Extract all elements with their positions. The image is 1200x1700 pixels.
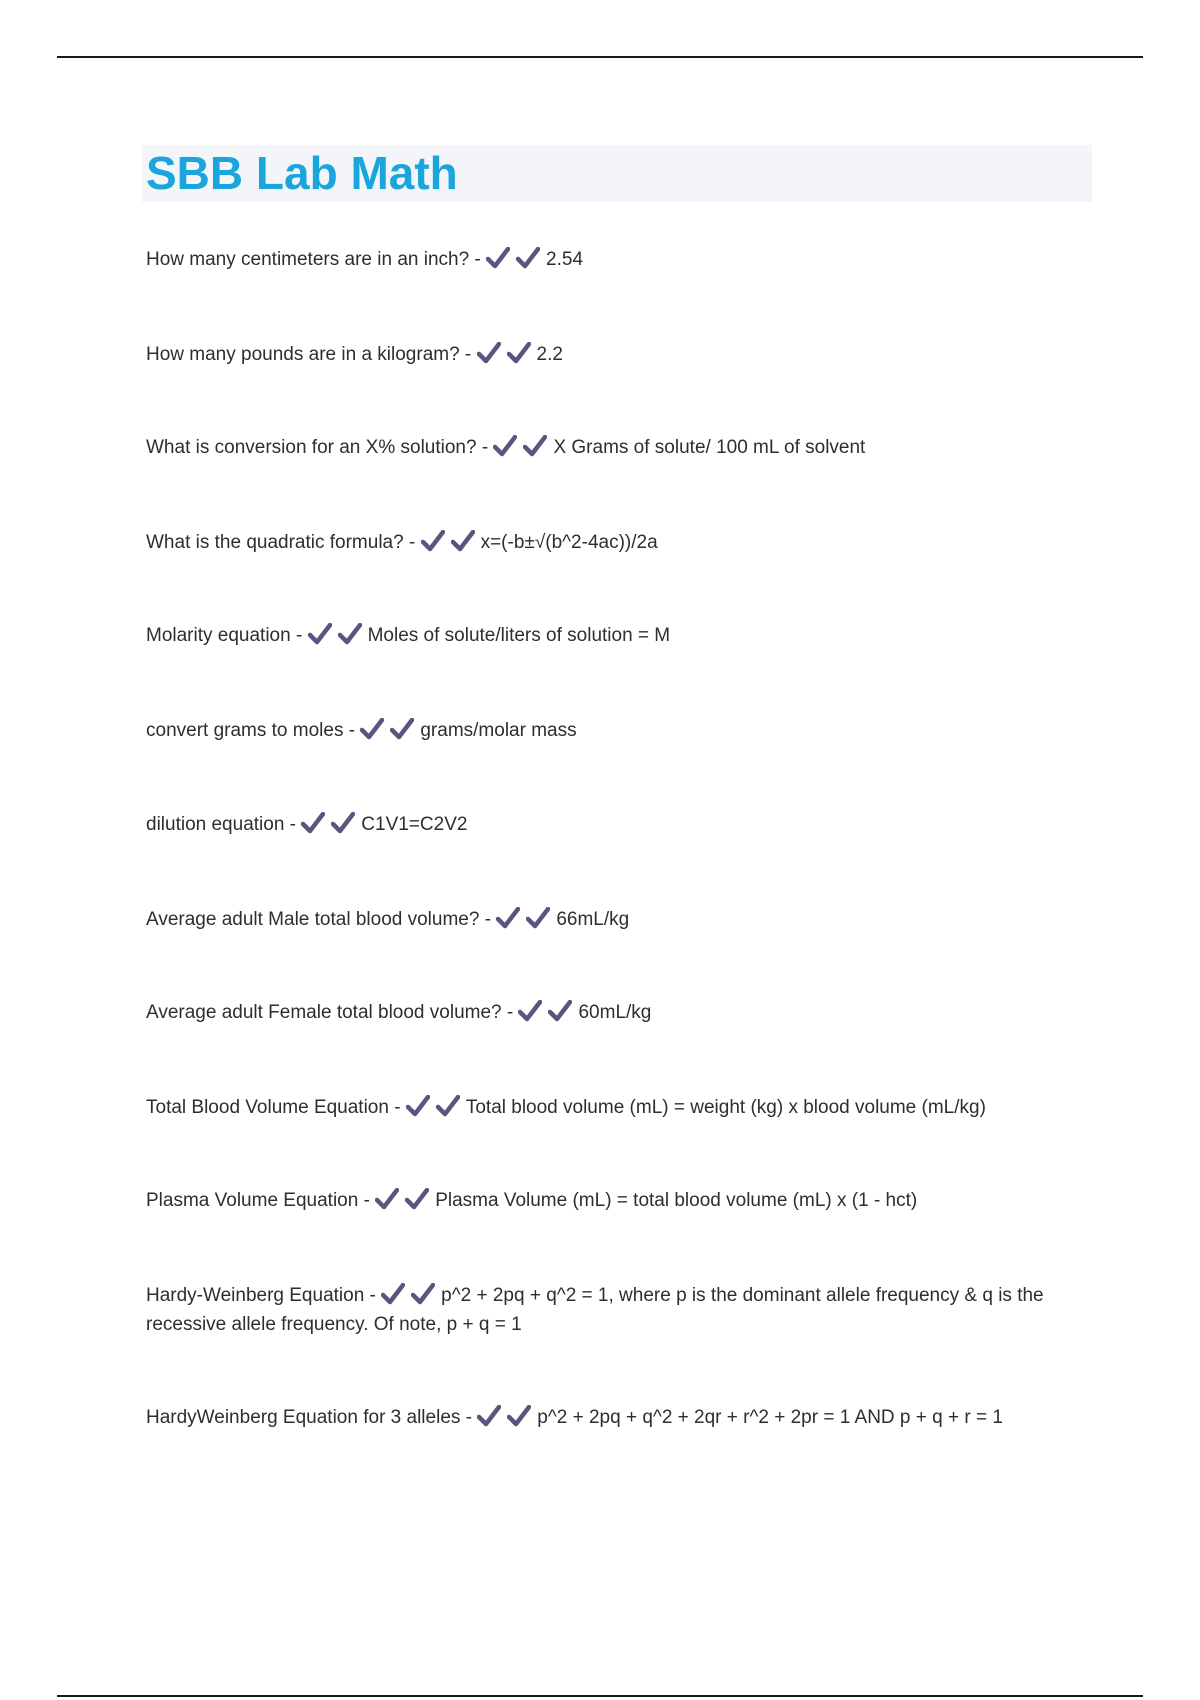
check-icon <box>360 718 384 740</box>
qa-item <box>146 1281 1096 1339</box>
question-text: Hardy-Weinberg Equation - <box>146 1285 376 1306</box>
check-icon <box>523 435 547 457</box>
qa-item <box>146 340 1096 369</box>
check-icon <box>526 907 550 929</box>
check-icon <box>507 342 531 364</box>
check-icon <box>421 530 445 552</box>
answer-text: 2.2 <box>536 344 563 365</box>
question-text: dilution equation - <box>146 814 296 835</box>
answer-text: Total blood volume (mL) = weight (kg) x blood volume (mL/kg) <box>465 1097 986 1118</box>
check-icon <box>308 623 332 645</box>
check-icon <box>405 1188 429 1210</box>
answer-text: 2.54 <box>546 249 584 270</box>
check-icon <box>381 1283 405 1305</box>
answer-text: p^2 + 2pq + q^2 = 1, where p is the dominant allele frequency & q is the recessive allele frequency. Of note, p + q = 1 <box>146 1285 1044 1335</box>
answer-text: C1V1=C2V2 <box>361 814 468 835</box>
check-icon <box>390 718 414 740</box>
question-text: Plasma Volume Equation - <box>146 1190 370 1211</box>
question-text: HardyWeinberg Equation for 3 alleles - <box>146 1407 472 1428</box>
check-icon <box>493 435 517 457</box>
qa-item <box>146 433 1096 462</box>
qa-item <box>146 1093 1096 1122</box>
qa-item <box>146 998 1096 1027</box>
check-icon <box>436 1095 460 1117</box>
question-text: What is conversion for an X% solution? - <box>146 437 489 458</box>
qa-item <box>146 528 1096 557</box>
check-icon <box>507 1405 531 1427</box>
answer-text: 66mL/kg <box>556 909 630 930</box>
question-text: How many centimeters are in an inch? - <box>146 249 481 270</box>
question-text: Total Blood Volume Equation - <box>146 1097 401 1118</box>
qa-item <box>146 621 1096 650</box>
answer-text: p^2 + 2pq + q^2 + 2qr + r^2 + 2pr = 1 AND p + q + r = 1 <box>537 1407 1003 1428</box>
answer-text: Moles of solute/liters of solution = M <box>367 625 671 646</box>
question-text: convert grams to moles - <box>146 720 356 741</box>
top-rule <box>57 56 1143 58</box>
check-icon <box>331 812 355 834</box>
question-text: How many pounds are in a kilogram? - <box>146 344 472 365</box>
qa-item <box>146 905 1096 934</box>
check-icon <box>406 1095 430 1117</box>
check-icon <box>496 907 520 929</box>
check-icon <box>375 1188 399 1210</box>
qa-item <box>146 1403 1096 1432</box>
qa-item <box>146 1186 1096 1215</box>
check-icon <box>548 1000 572 1022</box>
check-icon <box>486 247 510 269</box>
check-icon <box>518 1000 542 1022</box>
qa-item <box>146 245 1096 274</box>
bottom-rule <box>57 1695 1143 1697</box>
qa-item <box>146 716 1096 745</box>
page-title: SBB Lab Math <box>146 147 458 199</box>
check-icon <box>301 812 325 834</box>
question-text: What is the quadratic formula? - <box>146 532 416 553</box>
check-icon <box>477 342 501 364</box>
question-text: Molarity equation - <box>146 625 303 646</box>
question-text: Average adult Female total blood volume? - <box>146 1002 514 1023</box>
check-icon <box>338 623 362 645</box>
answer-text: Plasma Volume (mL) = total blood volume (mL) x (1 - hct) <box>435 1190 918 1211</box>
check-icon <box>477 1405 501 1427</box>
answer-text: X Grams of solute/ 100 mL of solvent <box>553 437 866 458</box>
check-icon <box>516 247 540 269</box>
question-text: Average adult Male total blood volume? - <box>146 909 492 930</box>
answer-text: x=(-b±√(b^2-4ac))/2a <box>480 532 658 553</box>
qa-item <box>146 810 1096 839</box>
answer-text: grams/molar mass <box>420 720 577 741</box>
check-icon <box>451 530 475 552</box>
check-icon <box>411 1283 435 1305</box>
title-band <box>142 145 1092 202</box>
answer-text: 60mL/kg <box>578 1002 652 1023</box>
